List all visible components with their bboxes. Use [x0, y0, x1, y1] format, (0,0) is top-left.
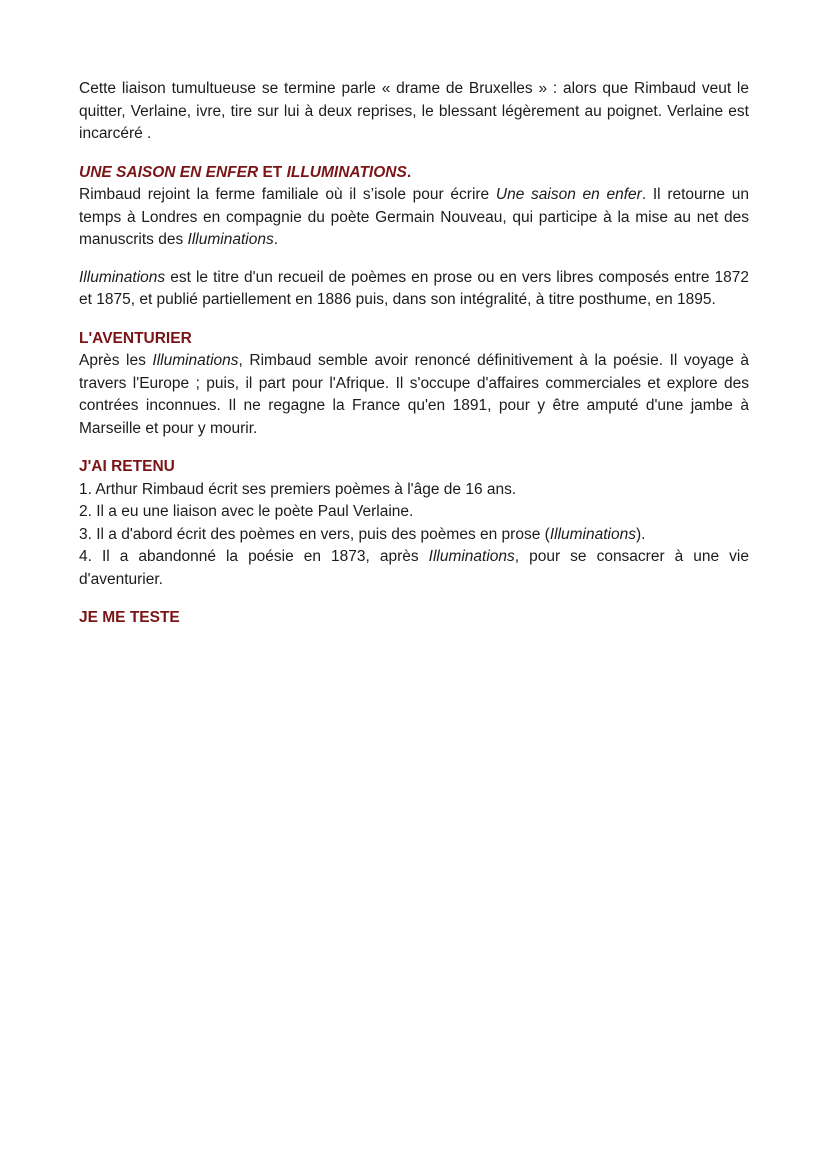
- section-heading-retenu: J'AI RETENU: [79, 458, 175, 475]
- saison-paragraph: [79, 184, 749, 252]
- saison-text-b: . Il retourne un temps à Londres en compagnie du poète Germain Nouveau, qui participe à la mise au net des manuscrits des: [79, 186, 750, 248]
- item4-text-a: 4. Il a abandonné la poésie en 1873, après: [79, 548, 429, 565]
- aventurier-paragraph: [79, 350, 749, 440]
- saison-text-a: Rimbaud rejoint la ferme familiale où il s’isole pour écrire: [79, 186, 496, 203]
- list-item: [79, 546, 749, 591]
- heading-end: .: [406, 163, 412, 181]
- item3-text-b: ).: [635, 525, 646, 543]
- heading-title-2: ILLUMINATIONS: [286, 163, 407, 181]
- item4-book-title: Illuminations: [428, 548, 515, 565]
- retenu-list: [79, 479, 749, 592]
- illuminations-book-title: Illuminations: [187, 231, 274, 248]
- item3-book-title: Illuminations: [549, 525, 636, 543]
- list-item: [79, 524, 749, 547]
- illuminations-title: Illuminations: [79, 268, 166, 286]
- intro-paragraph: Cette liaison tumultueuse se termine parle « drame de Bruxelles » : alors que Rimbaud veut le quitter, Verlaine, ivre, tire sur lui à deux reprises, le blessant légèrement au poignet. Verlaine est incarcéré .: [79, 80, 749, 142]
- illuminations-paragraph: [79, 267, 749, 312]
- saison-book-title: Une saison en enfer: [495, 186, 642, 203]
- saison-text-c: .: [273, 231, 279, 248]
- section-heading-teste: JE ME TESTE: [79, 609, 180, 626]
- list-item: 1. Arthur Rimbaud écrit ses premiers poèmes à l'âge de 16 ans.: [79, 480, 517, 498]
- list-item: 2. Il a eu une liaison avec le poète Paul Verlaine.: [79, 503, 414, 520]
- document-page: [79, 78, 749, 630]
- aventurier-text-b: , Rimbaud semble avoir renoncé définitivement à la poésie. Il voyage à travers l'Europe ; puis, il part pour l'Afrique. Il s'occupe d'affaires commerciales et explore des contrées inconnues. Il ne regagne la France qu'en 1891, pour y être amputé d'une jambe à Marseille et pour y mourir.: [79, 352, 750, 437]
- aventurier-text-a: Après les: [79, 352, 153, 369]
- heading-connector: ET: [258, 163, 287, 181]
- section-heading-aventurier: L'AVENTURIER: [79, 329, 192, 347]
- illuminations-text: est le titre d'un recueil de poèmes en prose ou en vers libres composés entre 1872 et 1875, et publié partiellement en 1886 puis, dans son intégralité, à titre posthume, en 1895.: [79, 268, 749, 308]
- heading-title-1: UNE SAISON EN ENFER: [79, 163, 259, 181]
- section-heading-saison: [79, 162, 749, 185]
- item3-text-a: 3. Il a d'abord écrit des poèmes en vers, puis des poèmes en prose (: [79, 525, 550, 543]
- item4-text-b: , pour se consacrer à une vie d'aventurier.: [79, 548, 749, 588]
- aventurier-book-title: Illuminations: [152, 352, 239, 369]
